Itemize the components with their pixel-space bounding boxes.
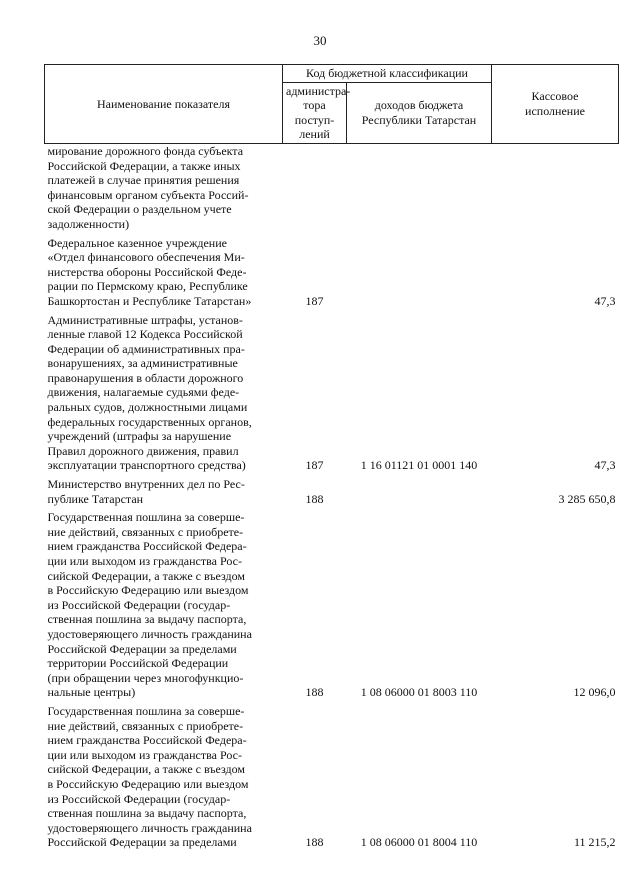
cash-execution-cell xyxy=(492,143,619,235)
indicator-name-line: Башкортостан и Республике Татарстан» xyxy=(47,293,252,308)
indicator-name-line: учреждений (штрафы за нарушение xyxy=(47,429,232,444)
indicator-name-line: «Отдел финансового обеспечения Ми- xyxy=(47,250,245,265)
admin-code-cell: 187 xyxy=(305,458,324,473)
indicator-name-line: в Российскую Федерацию или выездом xyxy=(47,583,249,598)
table-body xyxy=(45,143,619,853)
indicator-name-line: ральных судов, должностными лицами xyxy=(47,400,248,415)
indicator-name-line: сийской Федерации, а также с въездом xyxy=(47,568,246,583)
indicator-name-line: финансовым органом субъекта Россий- xyxy=(47,187,249,202)
revenue-code-cell: 1 08 06000 01 8003 110 xyxy=(360,685,478,700)
indicator-name-line: ленные главой 12 Кодекса Российской xyxy=(47,327,243,342)
admin-code-cell: 187 xyxy=(305,293,324,308)
admin-code-cell: 188 xyxy=(305,491,324,506)
budget-table xyxy=(44,64,619,854)
indicator-name-line: Государственная пошлина за соверше- xyxy=(47,510,245,525)
indicator-name-line: вонарушениях, за административные xyxy=(47,356,238,371)
indicator-name-line: ние действий, связанных с приобрете- xyxy=(47,718,244,733)
indicator-name-line: Федеральное казенное учреждение xyxy=(47,235,227,250)
indicator-name-line: нальные центры) xyxy=(47,685,136,700)
indicator-name-line: рации по Пермскому краю, Республике xyxy=(47,279,248,294)
indicator-name-line: в Российскую Федерацию или выездом xyxy=(47,776,249,791)
header-cash-line-1: Кассовое xyxy=(531,89,579,104)
indicator-name-line: ской Федерации о раздельном учете xyxy=(47,202,232,217)
header-indicator-name: Наименование показателя xyxy=(45,65,283,144)
table-row xyxy=(45,510,619,704)
indicator-name-cell xyxy=(45,477,283,510)
header-budget-classification: Код бюджетной классификации xyxy=(283,65,492,83)
header-cash-line-2: исполнение xyxy=(525,103,585,118)
indicator-name-line: Российской Федерации за пределами xyxy=(47,641,237,656)
header-admin-line-3: лений xyxy=(299,127,330,142)
indicator-name-line: территории Российской Федерации xyxy=(47,656,229,671)
indicator-name-line: Министерство внутренних дел по Рес- xyxy=(47,477,245,492)
indicator-name-line: ственная пошлина за выдачу паспорта, xyxy=(47,612,247,627)
indicator-name-line: из Российской Федерации (государ- xyxy=(47,597,231,612)
revenue-code-cell: 1 16 01121 01 0001 140 xyxy=(360,458,478,473)
indicator-name-line: мирование дорожного фонда субъекта xyxy=(47,143,244,158)
indicator-name-cell xyxy=(45,313,283,478)
table-row xyxy=(45,704,619,854)
cash-execution-cell: 12 096,0 xyxy=(573,685,616,700)
cash-execution-cell: 47,3 xyxy=(594,458,616,473)
table-row xyxy=(45,313,619,478)
indicator-name-line: эксплуатации транспортного средства) xyxy=(47,458,246,473)
indicator-name-line: нием гражданства Российской Федера- xyxy=(47,539,247,554)
indicator-name-cell xyxy=(45,510,283,704)
table-row xyxy=(45,477,619,510)
indicator-name-line: сийской Федерации, а также с въездом xyxy=(47,762,246,777)
revenue-code-cell xyxy=(347,477,492,510)
indicator-name-line: Федерации об административных пра- xyxy=(47,341,245,356)
indicator-name-line: удостоверяющего личность гражданина xyxy=(47,626,252,641)
indicator-name-line: Государственная пошлина за соверше- xyxy=(47,703,245,718)
revenue-code-cell: 1 08 06000 01 8004 110 xyxy=(360,835,478,850)
indicator-name-cell xyxy=(45,143,283,235)
header-revenue-line-2: Республики Татарстан xyxy=(361,112,477,127)
revenue-code-cell xyxy=(347,236,492,313)
admin-code-cell: 188 xyxy=(305,835,324,850)
admin-code-cell: 188 xyxy=(305,685,324,700)
indicator-name-line: (при обращении через многофункцио- xyxy=(47,670,244,685)
revenue-code-cell xyxy=(347,143,492,235)
indicator-name-line: Российской Федерации, а также иных xyxy=(47,158,241,173)
indicator-name-line: Правил дорожного движения, правил xyxy=(47,443,239,458)
indicator-name-line: публике Татарстан xyxy=(47,491,144,506)
header-republic-revenue xyxy=(347,82,492,143)
indicator-name-cell xyxy=(45,236,283,313)
cash-execution-cell: 11 215,2 xyxy=(573,835,616,850)
page-number: 30 xyxy=(313,33,327,48)
indicator-name-line: ние действий, связанных с приобрете- xyxy=(47,524,244,539)
indicator-name-line: Административные штрафы, установ- xyxy=(47,312,243,327)
indicator-name-line: задолженности) xyxy=(47,216,130,231)
indicator-name-line: удостоверяющего личность гражданина xyxy=(47,820,252,835)
header-admin-line-1: администра- xyxy=(286,83,351,98)
indicator-name-line: ции или выходом из гражданства Рос- xyxy=(47,554,242,568)
indicator-name-line: нистерства обороны Российской Феде- xyxy=(47,264,247,279)
indicator-name-line: платежей в случае принятия решения xyxy=(47,173,240,188)
indicator-name-line: правонарушения в области дорожного xyxy=(47,370,244,385)
cash-execution-cell: 3 285 650,8 xyxy=(558,491,616,506)
header-revenue-administrator xyxy=(283,82,351,143)
table-header xyxy=(45,65,619,144)
indicator-name-line: из Российской Федерации (государ- xyxy=(47,791,231,806)
admin-code-cell xyxy=(283,143,347,235)
header-revenue-line-1: доходов бюджета xyxy=(374,98,464,113)
indicator-name-cell xyxy=(45,704,283,854)
header-admin-line-2: тора поступ- xyxy=(294,98,335,127)
indicator-name-line: нием гражданства Российской Федера- xyxy=(47,733,247,748)
header-cash-execution xyxy=(492,65,619,144)
indicator-name-line: Российской Федерации за пределами xyxy=(47,835,237,850)
cash-execution-cell: 47,3 xyxy=(594,293,616,308)
indicator-name-line: движения, налагаемые судьями феде- xyxy=(47,385,240,400)
table-row xyxy=(45,143,619,235)
indicator-name-line: ции или выходом из гражданства Рос- xyxy=(47,747,242,762)
indicator-name-line: ственная пошлина за выдачу паспорта, xyxy=(47,806,247,821)
table-row xyxy=(45,236,619,313)
indicator-name-line: федеральных государственных органов, xyxy=(47,414,252,429)
